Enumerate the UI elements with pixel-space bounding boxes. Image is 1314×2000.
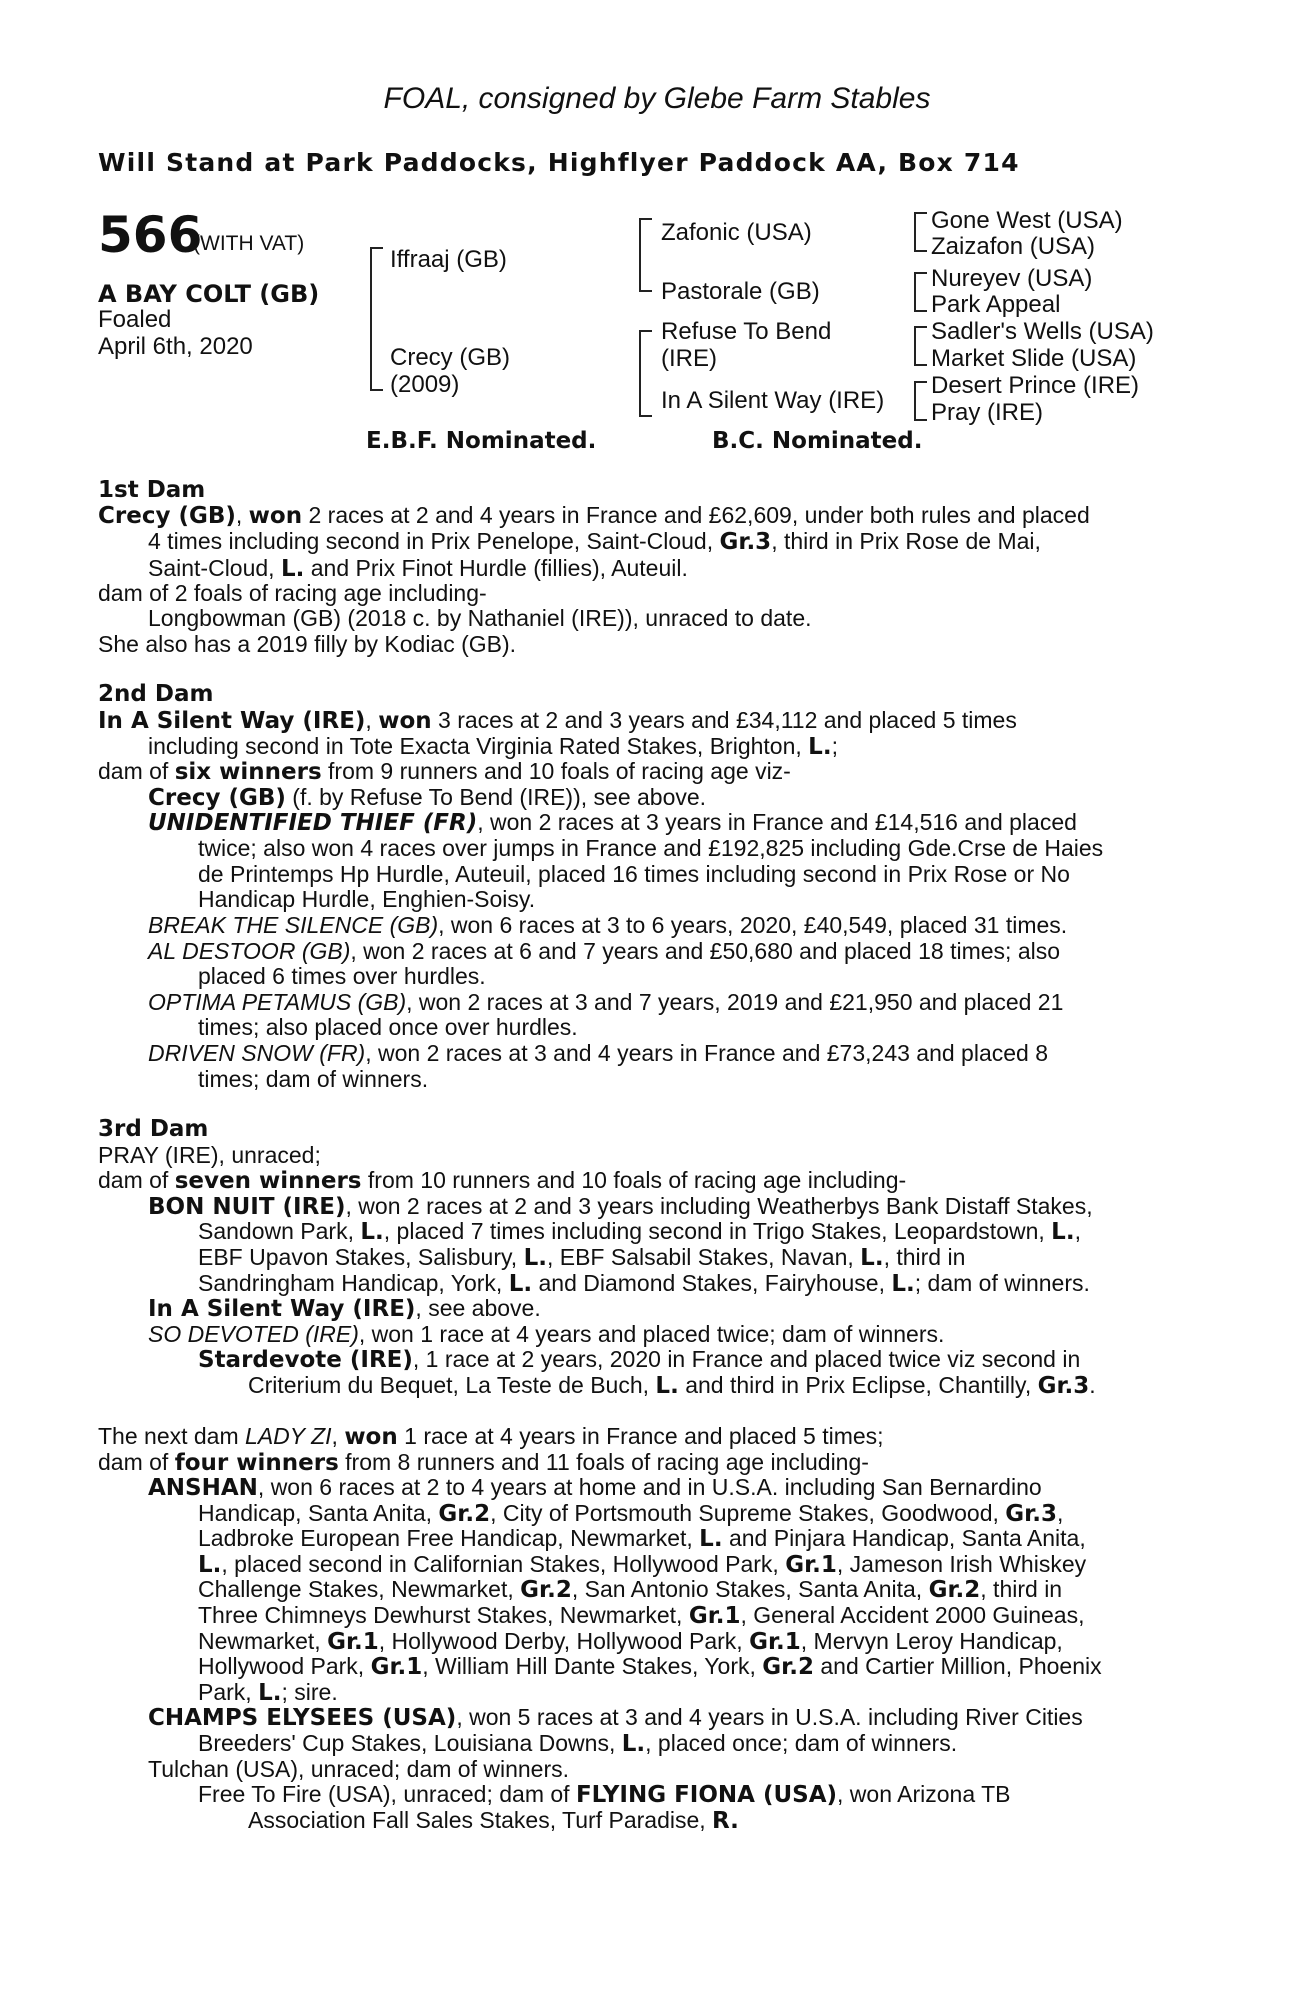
sire-dam: Pastorale (GB): [661, 278, 820, 305]
pedigree-brace-3d: [914, 381, 927, 421]
first-dam-entry-cont: 4 times including second in Prix Penelope, Saint-Cloud, Gr.3, third in Prix Rose de Mai, Saint-Cloud, L. and Prix Finot Hurdle (fillies), Auteuil.: [148, 528, 1041, 582]
produce-anshan-cont: L., placed second in Californian Stakes, Hollywood Park, Gr.1, Jameson Irish Whiskey: [198, 1551, 1087, 1578]
foaled-label: Foaled: [98, 306, 172, 333]
produce-anshan: ANSHAN, won 6 races at 2 to 4 years at home and in U.S.A. including San Bernardino: [148, 1474, 1042, 1501]
produce-unidentified-thief-cont: Handicap Hurdle, Enghien-Soisy.: [198, 886, 536, 912]
pedigree-brace-3a: [914, 212, 927, 252]
produce-al-destoor: AL DESTOOR (GB), won 2 races at 6 and 7 years and £50,680 and placed 18 times; also: [148, 938, 1061, 964]
dam-sire-dam: Market Slide (USA): [931, 345, 1137, 372]
first-dam-entry: Crecy (GB), won 2 races at 2 and 4 years in France and £62,609, under both rules and placed: [98, 502, 1090, 529]
pedigree-brace-3b: [914, 272, 927, 312]
grandproduce-stardevote: Stardevote (IRE), 1 race at 2 years, 2020 in France and placed twice viz second in: [198, 1346, 1081, 1373]
sire-sire-dam: Zaizafon (USA): [931, 233, 1096, 260]
produce-driven-snow-cont: times; dam of winners.: [198, 1066, 429, 1092]
section-second-dam: 2nd Dam: [98, 681, 214, 707]
produce-unidentified-thief: UNIDENTIFIED THIEF (FR), won 2 races at 3 years in France and £14,516 and placed: [148, 809, 1077, 836]
consignor-line: FOAL, consigned by Glebe Farm Stables: [383, 82, 931, 115]
produce-unidentified-thief-cont: twice; also won 4 races over jumps in France and £192,825 including Gde.Crse de Haies: [198, 835, 1104, 861]
produce-unidentified-thief-cont: de Printemps Hp Hurdle, Auteuil, placed 16 times including second in Prix Rose or No: [198, 861, 1070, 887]
produce-tulchan: Tulchan (USA), unraced; dam of winners.: [148, 1756, 569, 1782]
produce-bon-nuit-cont: Sandown Park, L., placed 7 times including second in Trigo Stakes, Leopardstown, L.,: [198, 1218, 1081, 1245]
sire-dam-dam: Park Appeal: [931, 291, 1061, 318]
produce-bon-nuit: BON NUIT (IRE), won 2 races at 2 and 3 years including Weatherbys Bank Distaff Stakes,: [148, 1193, 1093, 1220]
next-dam-produce-intro: dam of four winners from 8 runners and 11 foals of racing age including-: [98, 1449, 869, 1476]
pedigree-brace-1: [370, 247, 383, 391]
produce-so-devoted: SO DEVOTED (IRE), won 1 race at 4 years and placed twice; dam of winners.: [148, 1321, 945, 1347]
produce-bon-nuit-cont: Sandringham Handicap, York, L. and Diamond Stakes, Fairyhouse, L.; dam of winners.: [198, 1270, 1090, 1297]
dam-dam-sire: Desert Prince (IRE): [931, 372, 1140, 399]
first-dam-produce-intro: dam of 2 foals of racing age including-: [98, 580, 487, 606]
dam-sire-sire: Sadler's Wells (USA): [931, 318, 1154, 345]
produce-anshan-cont: Challenge Stakes, Newmarket, Gr.2, San Antonio Stakes, Santa Anita, Gr.2, third in: [198, 1576, 1063, 1603]
produce-optima-petamus-cont: times; also placed once over hurdles.: [198, 1014, 578, 1040]
dam-dam: In A Silent Way (IRE): [661, 387, 885, 414]
produce-optima-petamus: OPTIMA PETAMUS (GB), won 2 races at 3 and 7 years, 2019 and £21,950 and placed 21: [148, 989, 1064, 1015]
dam-sire-line2: (IRE): [661, 345, 717, 372]
produce-al-destoor-cont: placed 6 times over hurdles.: [198, 963, 486, 989]
first-dam-foal-note: She also has a 2019 filly by Kodiac (GB).: [98, 631, 517, 657]
grandproduce-stardevote-cont: Criterium du Bequet, La Teste de Buch, L. and third in Prix Eclipse, Chantilly, Gr.3.: [248, 1372, 1096, 1399]
second-dam-produce-intro: dam of six winners from 9 runners and 10 foals of racing age viz-: [98, 758, 791, 785]
produce-in-a-silent-way: In A Silent Way (IRE), see above.: [148, 1295, 541, 1322]
dam-sire-line1: Refuse To Bend: [661, 318, 832, 345]
sire-name: Iffraaj (GB): [390, 246, 507, 273]
produce-crecy: Crecy (GB) (f. by Refuse To Bend (IRE)), see above.: [148, 784, 707, 811]
produce-anshan-cont: Hollywood Park, Gr.1, William Hill Dante Stakes, York, Gr.2 and Cartier Million, Phoenix: [198, 1653, 1102, 1680]
pedigree-brace-2b: [639, 330, 652, 417]
produce-anshan-cont: Park, L.; sire.: [198, 1679, 338, 1706]
produce-anshan-cont: Handicap, Santa Anita, Gr.2, City of Portsmouth Supreme Stakes, Goodwood, Gr.3,: [198, 1500, 1064, 1527]
pedigree-brace-3c: [914, 326, 927, 366]
produce-anshan-cont: Newmarket, Gr.1, Hollywood Derby, Hollywood Park, Gr.1, Mervyn Leroy Handicap,: [198, 1628, 1063, 1655]
lot-title: A BAY COLT (GB): [98, 280, 320, 308]
dam-name: Crecy (GB): [390, 344, 510, 371]
produce-anshan-cont: Ladbroke European Free Handicap, Newmarket, L. and Pinjara Handicap, Santa Anita,: [198, 1525, 1086, 1552]
produce-break-the-silence: BREAK THE SILENCE (GB), won 6 races at 3 to 6 years, 2020, £40,549, placed 31 times.: [148, 912, 1068, 938]
vat-note: (WITH VAT): [193, 232, 305, 255]
third-dam-produce-intro: dam of seven winners from 10 runners and 10 foals of racing age including-: [98, 1167, 907, 1194]
section-first-dam: 1st Dam: [98, 477, 206, 503]
bc-nomination: B.C. Nominated.: [712, 428, 923, 454]
next-dam-entry: The next dam LADY ZI, won 1 race at 4 years in France and placed 5 times;: [98, 1423, 884, 1450]
stand-location: Will Stand at Park Paddocks, Highflyer Paddock AA, Box 714: [98, 148, 1020, 177]
sire-sire: Zafonic (USA): [661, 219, 812, 246]
section-third-dam: 3rd Dam: [98, 1116, 209, 1142]
sire-dam-sire: Nureyev (USA): [931, 265, 1093, 292]
ebf-nomination: E.B.F. Nominated.: [366, 428, 597, 454]
produce-champs-elysees-cont: Breeders' Cup Stakes, Louisiana Downs, L., placed once; dam of winners.: [198, 1730, 958, 1757]
produce-driven-snow: DRIVEN SNOW (FR), won 2 races at 3 and 4 years in France and £73,243 and placed 8: [148, 1040, 1049, 1066]
produce-bon-nuit-cont: EBF Upavon Stakes, Salisbury, L., EBF Salsabil Stakes, Navan, L., third in: [198, 1244, 966, 1271]
foaled-date: April 6th, 2020: [98, 333, 253, 360]
third-dam-entry: PRAY (IRE), unraced;: [98, 1142, 321, 1168]
produce-champs-elysees: CHAMPS ELYSEES (USA), won 5 races at 3 and 4 years in U.S.A. including River Cities: [148, 1704, 1083, 1731]
dam-dam-dam: Pray (IRE): [931, 399, 1044, 426]
produce-anshan-cont: Three Chimneys Dewhurst Stakes, Newmarket, Gr.1, General Accident 2000 Guineas,: [198, 1602, 1085, 1629]
grandproduce-free-to-fire-cont: Association Fall Sales Stakes, Turf Paradise, R.: [248, 1807, 739, 1834]
dam-year: (2009): [390, 371, 460, 398]
second-dam-entry-cont: including second in Tote Exacta Virginia Rated Stakes, Brighton, L.;: [148, 733, 838, 760]
first-dam-produce-item: Longbowman (GB) (2018 c. by Nathaniel (IRE)), unraced to date.: [148, 605, 812, 631]
second-dam-entry: In A Silent Way (IRE), won 3 races at 2 and 3 years and £34,112 and placed 5 times: [98, 707, 1017, 734]
grandproduce-free-to-fire: Free To Fire (USA), unraced; dam of FLYING FIONA (USA), won Arizona TB: [198, 1781, 1011, 1808]
lot-number: 566: [98, 206, 203, 264]
sire-sire-sire: Gone West (USA): [931, 207, 1123, 234]
pedigree-brace-2a: [639, 218, 652, 292]
